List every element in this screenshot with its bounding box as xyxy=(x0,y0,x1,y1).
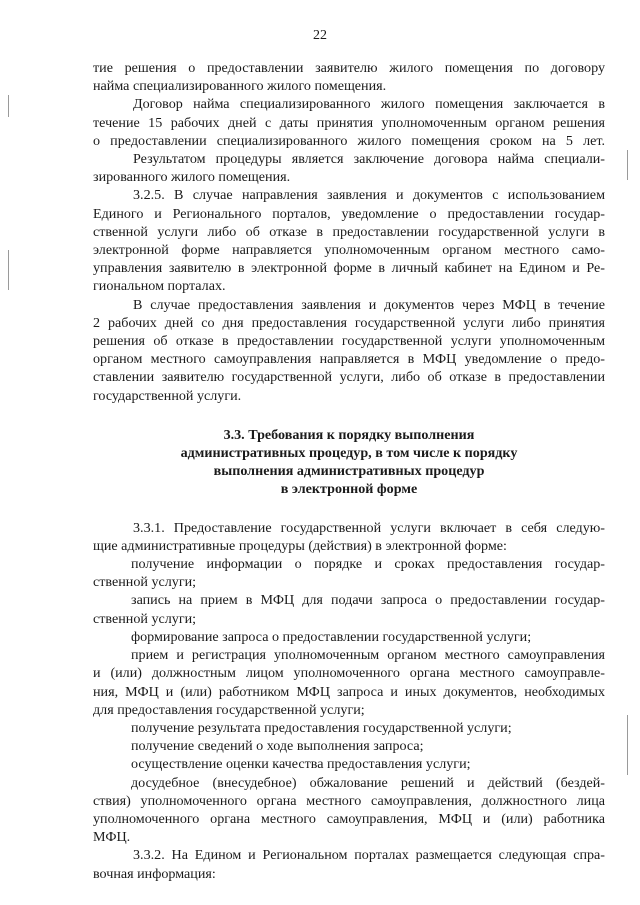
text-line: о предоставлении специализированного жилого помещения сроком на 5 лет. xyxy=(93,132,605,149)
heading-line: в электронной форме xyxy=(280,481,418,498)
text-line: 3.2.5. В случае направления заявления и документов с использованием xyxy=(133,187,605,204)
text-line: ставлении заявителю государственной услуги, либо об отказе в предоставлении xyxy=(93,369,605,386)
text-line: Результатом процедуры является заключение договора найма специали- xyxy=(133,151,605,168)
text-line: ственной услуги либо об отказе в предоставлении государственной услуги в xyxy=(93,223,605,240)
text-line: гиональном порталах. xyxy=(93,278,226,295)
page-number: 22 xyxy=(313,28,327,43)
scan-edge-mark xyxy=(8,95,9,117)
text-line: Договор найма специализированного жилого помещения заключается в xyxy=(133,96,605,113)
list-item-line: ния, МФЦ и (или) работником МФЦ запроса и иных документов, необходимых xyxy=(93,683,605,700)
list-item-line: уполномоченного органа местного самоуправления, МФЦ и (или) работника xyxy=(93,810,605,827)
text-line: найма специализированного жилого помещения. xyxy=(93,78,387,95)
text-line: щие административные процедуры (действия) в электронной форме: xyxy=(93,537,507,554)
text-line: зированного жилого помещения. xyxy=(93,169,291,186)
list-item-line: прием и регистрация уполномоченным органом местного самоуправления xyxy=(131,647,605,664)
list-item-line: получение сведений о ходе выполнения запроса; xyxy=(131,738,424,755)
heading-line: выполнения административных процедур xyxy=(213,463,485,480)
heading-line: 3.3. Требования к порядку выполнения xyxy=(223,426,475,443)
text-line: Единого и Регионального порталов, уведомление о предоставлении государ- xyxy=(93,205,605,222)
list-item-line: получение результата предоставления государственной услуги; xyxy=(131,719,512,736)
list-item-line: ственной услуги; xyxy=(93,610,197,627)
list-item-line: досудебное (внесудебное) обжалование решений и действий (бездей- xyxy=(131,774,605,791)
text-line: тие решения о предоставлении заявителю жилого помещения по договору xyxy=(93,60,605,76)
text-line: течение 15 рабочих дней с даты принятия уполномоченным органом решения xyxy=(93,114,605,131)
text-line: вочная информация: xyxy=(93,865,216,882)
list-item-line: получение информации о порядке и сроках предоставления государ- xyxy=(131,556,605,573)
text-line: электронной форме направляется уполномоченным органом местного само- xyxy=(93,242,605,259)
heading-line: административных процедур, в том числе к порядку xyxy=(180,445,518,462)
text-line: 3.3.2. На Едином и Региональном порталах размещается следующая спра- xyxy=(133,847,605,864)
scan-edge-mark xyxy=(8,250,9,290)
text-line: 3.3.1. Предоставление государственной услуги включает в себя следую- xyxy=(133,519,605,536)
list-item-line: и (или) должностным лицом уполномоченного органа местного самоуправле- xyxy=(93,665,605,682)
list-item-line: осуществление оценки качества предоставления услуги; xyxy=(131,756,471,773)
section-heading xyxy=(93,426,605,499)
text-line: В случае предоставления заявления и документов через МФЦ в течение xyxy=(133,296,605,313)
list-item-line: запись на прием в МФЦ для подачи запроса о предоставлении государ- xyxy=(131,592,605,609)
text-line: органом местного самоуправления направляется в МФЦ уведомление о предо- xyxy=(93,351,605,368)
list-item-line: ственной услуги; xyxy=(93,574,197,591)
list-item-line: ствия) уполномоченного органа местного самоуправления, должностного лица xyxy=(93,792,605,809)
list-item-line: формирование запроса о предоставлении государственной услуги; xyxy=(131,628,532,645)
scan-edge-mark xyxy=(627,715,628,775)
text-line: управления заявителю в электронной форме в личный кабинет на Едином и Ре- xyxy=(93,260,605,277)
text-line: 2 рабочих дней со дня предоставления государственной услуги либо принятия xyxy=(93,314,605,331)
text-line: решения об отказе в предоставлении государственной услуги уполномоченным xyxy=(93,333,605,350)
text-line: государственной услуги. xyxy=(93,387,242,404)
list-item-line: МФЦ. xyxy=(93,829,131,846)
document-body xyxy=(93,59,605,883)
list-item-line: для предоставления государственной услуги; xyxy=(93,701,365,718)
scan-edge-mark xyxy=(627,150,628,180)
